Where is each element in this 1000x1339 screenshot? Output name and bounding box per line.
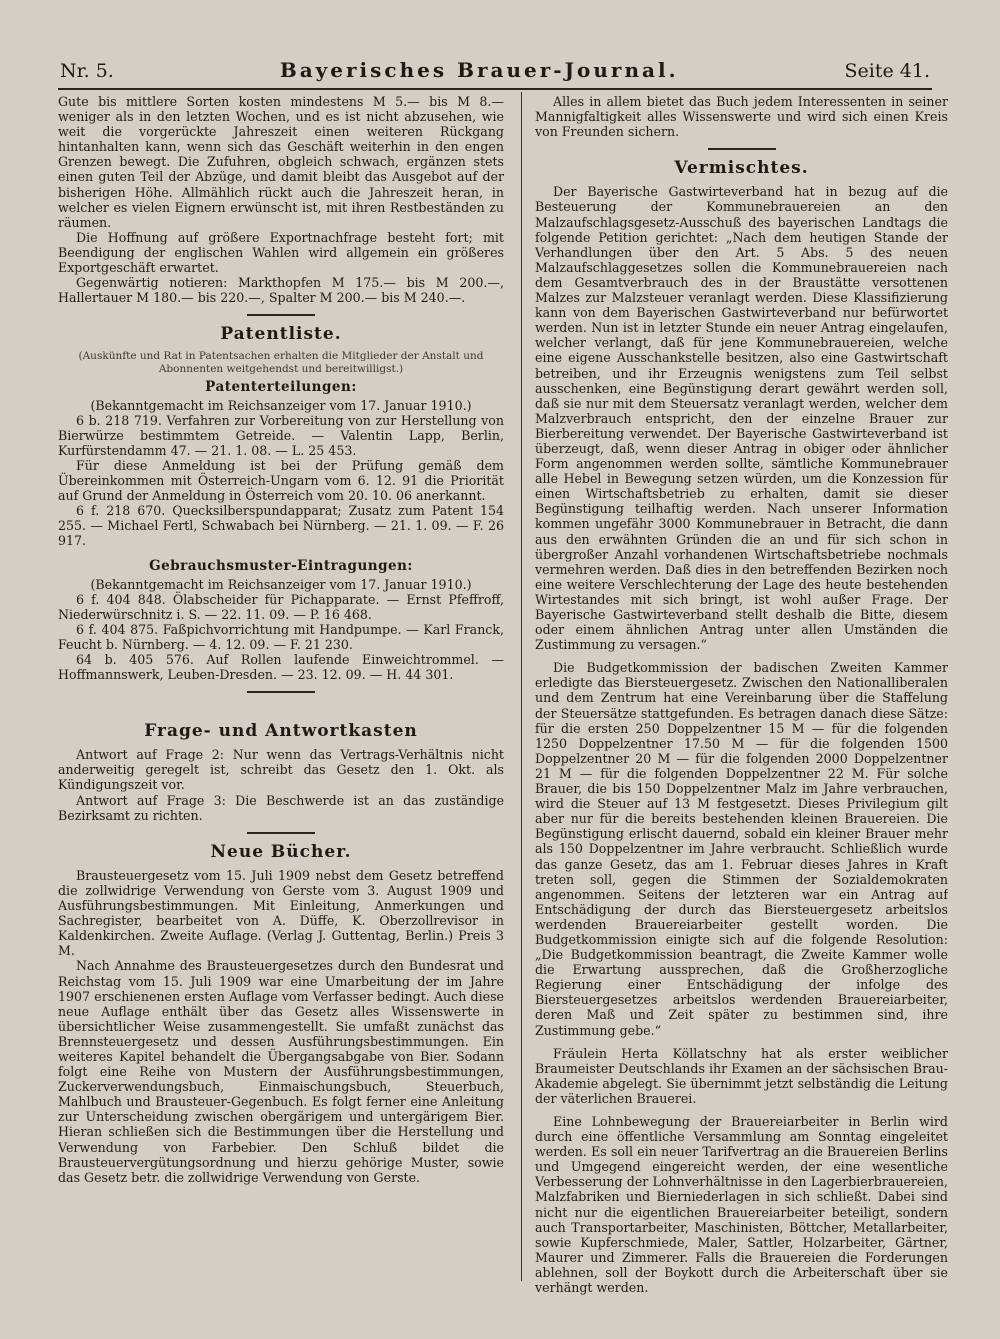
section-rule xyxy=(247,832,315,834)
section-rule xyxy=(247,314,315,316)
book-entry: Brausteuergesetz vom 15. Juli 1909 nebst dem Gesetz betreffend die zollwidrige Verwendung von Gerste vom 3. August 1909 und Ausführungsbestimmungen. Mit Einleitung, Anmerkungen und Sachregister, bearbeitet von A. Düffe, K. Oberzollrevisor in Kaldenkirchen. Zweite Auflage. (Verlag J. Guttentag, Berlin.) Preis 3 M. xyxy=(58,867,504,959)
market-paragraph: Gegenwärtig notieren: Markthopfen M 175.— bis M 200.—, Hallertauer M 180.— bis 220.—, Spalter M 200.— bis M 240.—. xyxy=(58,275,504,306)
utility-model-entry: 64 b. 405 576. Auf Rollen laufende Einweichtrommel. — Hoffmannswerk, Leuben-Dresden. — 23. 12. 09. — H. 44 301. xyxy=(58,652,504,683)
header-rule xyxy=(58,88,932,90)
column-divider xyxy=(521,92,522,1281)
qa-heading: Frage- und Antwortkasten xyxy=(144,721,418,742)
masthead-title: Bayerisches Brauer-Journal. xyxy=(279,58,679,82)
miscellaneous-heading: Vermischtes. xyxy=(674,158,809,179)
misc-paragraph: Der Bayerische Gastwirteverband hat in bezug auf die Besteuerung der Kommunebrauereien an den Malzaufschlagsgesetz-Ausschuß des bayerischen Landtags die folgende Petition gerichtet: „Nach dem heutigen Stande der Verhandlungen über den Art. 5 Abs. 5 des neuen Malzaufschlaggesetzes sollen die Kommunebrauereien nach dem Gesamtverbrauch des in der Braustätte versottenen Malzes zur Malzsteuer veranlagt werden. Diese Klassifizierung kann von dem Bayerischen Gastwirteverband nur befürwortet werden. Nun ist in letzter Stunde ein neuer Antrag eingelaufen, welcher verlangt, daß für jene Kommunebrauereien, welche eine eigene Ausschankstelle besitzen, also eine Gastwirtschaft betreiben, und ihr Erzeugnis wenigstens zum Teil selbst ausschenken, eine Begünstigung derart gewährt werden soll, daß sie nur mit dem Steuersatz veranlagt werden, welcher dem Malzverbrauch entspricht, den der einzelne Brauer zur Bierbereitung verwendet. Der Bayerische Gastwirteverband ist überzeugt, daß, wenn dieser Antrag in obiger oder ähnlicher Form angenommen werden sollte, sämtliche Kommunebrauer alle Hebel in Bewegung setzen würden, um die Konzession für einen Wirtschaftsbetrieb zu erhalten, damit sie dieser Begünstigung teilhaftig werden. Nach unserer Information kommen ungefähr 3000 Kommunebrauer in Betracht, die dann aus den erwähnten Gründen die an und für sich schon in übergroßer Anzahl vorhandenen Wirtschaftsbetriebe nochmals vermehren werden. Daß dies in den betreffenden Bezirken noch eine weitere Verschlechterung der Lage des heute bestehenden Wirtestandes mit sich bringt, ist wohl außer Frage. Der Bayerische Gastwirteverband stellt deshalb die Bitte, diesem oder einem ähnlichen Antrag unter allen Umständen die Zustimmung zu versagen.“ xyxy=(535,184,948,653)
market-paragraph: Gute bis mittlere Sorten kosten mindestens M 5.— bis M 8.— weniger als in den letzten Wochen, und es ist nicht abzusehen, wie weit die vorgerückte Jahreszeit einen weiteren Rückgang hintanhalten kann, wenn sich das Geschäft weiterhin in den engen Grenzen bewegt. Die Zufuhren, obgleich schwach, ergänzen stets einen guten Teil der Abzüge, und damit bleibt das Ausgebot auf der bisherigen Höhe. Allmählich rückt auch die Jahreszeit heran, in welcher es vielen Eignern erwünscht ist, mit ihren Restbeständen zu räumen. xyxy=(58,94,504,230)
utility-model-entry: 6 f. 404 848. Ölabscheider für Pichapparate. — Ernst Pfeffroff, Niederwürschnitz i. S. — 22. 11. 09. — P. 16 468. xyxy=(58,591,504,622)
patent-list-heading: Patentliste. xyxy=(220,324,342,345)
misc-paragraph: Eine Lohnbewegung der Brauereiarbeiter in Berlin wird durch eine öffentliche Versammlung am Sonntag eingeleitet werden. Es soll ein neuer Tarifvertrag an die Brauereien Berlins und Umgegend eingereicht werden, der eine wesentliche Verbesserung der Lohnverhältnisse in den Lagerbierbrauereien, Malzfabriken und Bierniederlagen in sich schließt. Dabei sind nicht nur die eigentlichen Brauereiarbeiter beteiligt, sondern auch Transportarbeiter, Maschinisten, Böttcher, Metallarbeiter, sowie Kupferschmiede, Maler, Sattler, Holzarbeiter, Gärtner, Maurer und Zimmerer. Falls die Brauereien die Forderungen ablehnen, soll der Boykott durch die Arbeiterschaft über sie verhängt werden. xyxy=(535,1114,948,1296)
section-rule xyxy=(247,691,315,693)
grants-heading: Patenterteilungen: xyxy=(205,379,357,396)
grants-intro: (Bekanntgemacht im Reichsanzeiger vom 17. Januar 1910.) xyxy=(90,397,472,413)
issue-number: Nr. 5. xyxy=(60,60,114,82)
misc-paragraph: Fräulein Herta Köllatschny hat als erster weiblicher Braumeister Deutschlands ihr Examen an der sächsischen Brau-Akademie abgelegt. Sie übernimmt jetzt selbständig die Leitung der väterlichen Brauerei. xyxy=(535,1045,948,1106)
qa-answer: Antwort auf Frage 3: Die Beschwerde ist an das zuständige Bezirksamt zu richten. xyxy=(58,792,504,823)
right-column xyxy=(535,94,948,1299)
grant-entry: 6 b. 218 719. Verfahren zur Vorbereitung von zur Herstellung von Bierwürze bestimmtem Getreide. — Valentin Lapp, Berlin, Kurfürstendamm 47. — 21. 1. 08. — L. 25 453. xyxy=(58,412,504,458)
patent-note: (Auskünfte und Rat in Patentsachen erhalten die Mitglieder der Anstalt und Abonnenten weitgehendst und bereitwilligst.) xyxy=(78,350,484,376)
section-rule xyxy=(708,148,776,150)
utility-model-heading: Gebrauchsmuster-Eintragungen: xyxy=(149,558,413,575)
grant-entry: 6 f. 218 670. Quecksilberspundapparat; Zusatz zum Patent 154 255. — Michael Fertl, Schwabach bei Nürnberg. — 21. 1. 09. — F. 26 917. xyxy=(58,503,504,549)
market-paragraph: Die Hoffnung auf größere Exportnachfrage besteht fort; mit Beendigung der englischen Wahlen wird allgemein ein größeres Exportgeschäft erwartet. xyxy=(58,229,504,276)
grant-entry: Für diese Anmeldung ist bei der Prüfung gemäß dem Übereinkommen mit Österreich-Ungarn vom 6. 12. 91 die Priorität auf Grund der Anmeldung in Österreich vom 20. 10. 06 anerkannt. xyxy=(58,457,504,504)
misc-paragraph: Die Budgetkommission der badischen Zweiten Kammer erledigte das Biersteuergesetz. Zwischen den Nationalliberalen und dem Zentrum hat eine Vereinbarung über die Staffelung der Steuersätze stattgefunden. Es betragen danach diese Sätze: für die ersten 250 Doppelzentner 15 M — für die folgenden 1250 Doppelzentner 17.50 M — für die folgenden 1500 Doppelzentner 20 M — für die folgenden 2000 Doppelzentner 21 M — für die folgenden Doppelzentner 22 M. Für solche Brauer, die bis 150 Doppelzentner Malz im Jahre verbrauchen, wird die Steuer auf 13 M festgesetzt. Dieses Privilegium gilt aber nur für die bereits bestehenden kleinen Brauereien. Die Begünstigung erlischt dauernd, sobald ein kleiner Brauer mehr als 150 Doppelzentner im Jahre verbraucht. Schließlich wurde das ganze Gesetz, das am 1. Februar dieses Jahres in Kraft treten soll, gegen die Stimmen der Sozialdemokraten angenommen. Seitens der letzteren war ein Antrag auf Entschädigung der durch das Biersteuergesetz arbeitslos werdenden Brauereiarbeiter gestellt worden. Die Budgetkommission einigte sich auf die folgende Resolution: „Die Budgetkommission beantragt, die Zweite Kammer wolle die Erwartung aussprechen, daß die Großherzogliche Regierung einer Entschädigung der infolge des Biersteuergesetzes arbeitslos werdenden Brauereiarbeiter, deren Maß und Zeit später zu bestimmen sind, ihre Zustimmung gebe.“ xyxy=(535,660,948,1038)
book-review-conclusion: Alles in allem bietet das Buch jedem Interessenten in seiner Mannigfaltigkeit alles Wissenswerte und wird sich einen Kreis von Freunden sichern. xyxy=(535,94,948,140)
qa-answer: Antwort auf Frage 2: Nur wenn das Vertrags-Verhältnis nicht anderweitig geregelt ist, schreibt das Gesetz den 1. Okt. als Kündigungszeit vor. xyxy=(58,747,504,793)
utility-model-entry: 6 f. 404 875. Faßpichvorrichtung mit Handpumpe. — Karl Franck, Feucht b. Nürnberg. — 4. 12. 09. — F. 21 230. xyxy=(58,621,504,652)
new-books-heading: Neue Bücher. xyxy=(210,841,352,862)
left-column xyxy=(58,94,504,1299)
page-number: Seite 41. xyxy=(844,60,930,82)
book-review: Nach Annahme des Brausteuergesetzes durch den Bundesrat und Reichstag vom 15. Juli 1909 war eine Umarbeitung der im Jahre 1907 erschienenen ersten Auflage vom Verfasser bedingt. Auch diese neue Auflage enthält über das Gesetz alles Wissenswerte in übersichtlicher Weise zusammengestellt. Sie umfaßt zunächst das Brennsteuergesetz und dessen Ausführungsbestimmungen. Ein weiteres Kapitel behandelt die Übergangsabgabe von Bier. Sodann folgt eine Reihe von Mustern der Ausführungsbestimmungen, Zuckerverwendungsbuch, Einmaischungsbuch, Steuerbuch, Mahlbuch und Brausteuer-Gegenbuch. Es folgt ferner eine Anleitung zur Unterscheidung zwischen obergärigem und untergärigem Bier. Hieran schließen sich die Bestimmungen über die Herstellung und Verwendung von Farbebier. Den Schluß bildet die Brausteuervergütungsordnung und hierzu gehörige Muster, sowie das Gesetz betr. die zollwidrige Verwendung von Gerste. xyxy=(58,958,504,1185)
utility-model-intro: (Bekanntgemacht im Reichsanzeiger vom 17. Januar 1910.) xyxy=(90,576,472,592)
page-header xyxy=(60,58,930,84)
